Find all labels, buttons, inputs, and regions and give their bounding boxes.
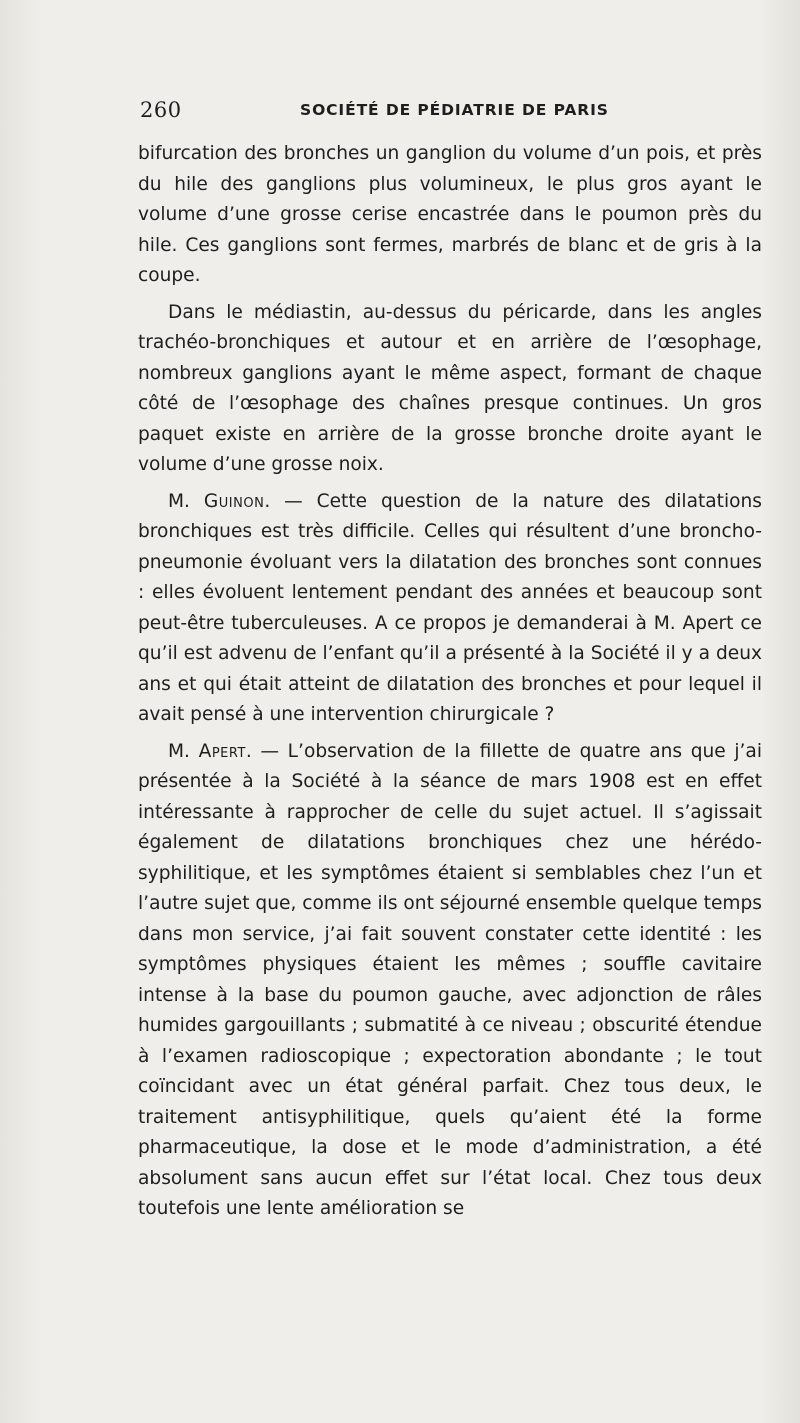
body-text — [138, 139, 762, 1225]
page-header — [140, 98, 760, 128]
paragraph-mediastin — [138, 298, 762, 481]
speaker-name: Guinon — [203, 490, 265, 512]
paragraph-text: . — Cette question de la nature des dilatations bronchiques est très difficile. Celles qui résultent d’une broncho-pneumonie évoluant vers la dilatation des bronches sont connues : elles évoluent lentement pendant des années et beaucoup sont peut-être tuberculeuses. A ce propos je demanderai à M. Apert ce qu’il est advenu de l’enfant qu’il a présenté à la Société il y a deux ans et qui était atteint de dilatation des bronches et pour lequel il avait pensé à une intervention chirurgicale ? — [138, 490, 762, 725]
paragraph-text: . — L’observation de la fillette de quatre ans que j’ai présentée à la Société à la séance de mars 1908 est en effet intéressante à rapprocher de celle du sujet actuel. Il s’agissait également de dilatations bronchiques chez une hérédo-syphilitique, et les symptômes étaient si semblables chez l’un et l’autre sujet que, comme ils ont séjourné ensemble quelque temps dans mon service, j’ai fait souvent constater cette identité : les symptômes physiques étaient les mêmes ; souffle cavitaire intense à la base du poumon gauche, avec adjonction de râles humides gargouillants ; submatité à ce niveau ; obscurité étendue à l’examen radioscopique ; expectoration abondante ; le tout coïncidant avec un état général parfait. Chez tous deux, le traitement antisyphilitique, quels qu’aient été la forme pharmaceutique, la dose et le mode d’administration, a été absolument sans aucun effet sur l’état local. Chez tous deux toutefois une lente amélioration se — [138, 740, 762, 1219]
paragraph-text: bifurcation des bronches un ganglion du volume d’un pois, et près du hile des ganglions plus volumineux, le plus gros ayant le volume d’une grosse cerise encastrée dans le poumon près du hile. Ces ganglions sont fermes, marbrés de blanc et de gris à la coupe. — [138, 143, 762, 286]
paragraph-guinon — [138, 487, 762, 731]
page-number: 260 — [140, 98, 182, 122]
speaker-prefix: M. — [168, 740, 190, 762]
speaker-prefix: M. — [168, 490, 190, 512]
paragraph-continuation — [138, 139, 762, 292]
speaker-name: Apert — [198, 740, 246, 762]
paragraph-apert — [138, 737, 762, 1225]
running-title: SOCIÉTÉ DE PÉDIATRIE DE PARIS — [300, 101, 609, 119]
paragraph-text: Dans le médiastin, au-dessus du péricarde, dans les angles trachéo-bronchiques et autour et en arrière de l’œsophage, nombreux ganglions ayant le même aspect, formant de chaque côté de l’œsophage des chaînes presque continues. Un gros paquet existe en arrière de la grosse bronche droite ayant le volume d’une grosse noix. — [138, 301, 762, 475]
